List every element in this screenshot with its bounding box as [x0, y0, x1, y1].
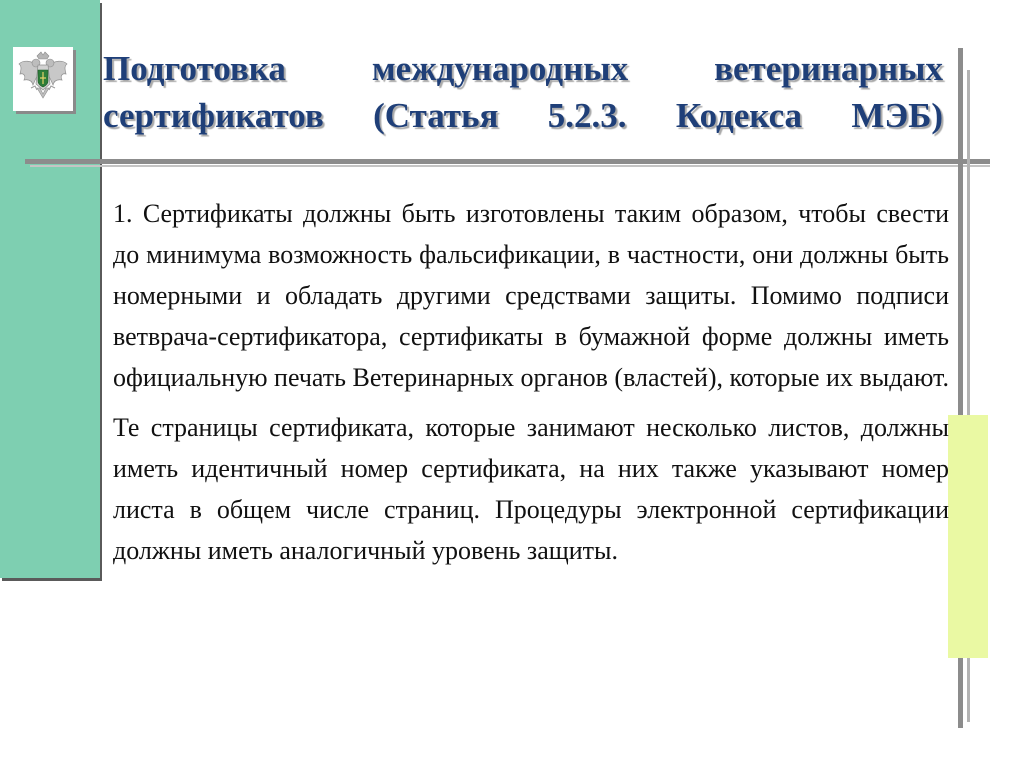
emblem-frame [13, 47, 73, 111]
title-divider-rule-shadow [30, 165, 990, 167]
slide-title: Подготовка международных ветеринарных сертификатов (Статья 5.2.3. Кодекса МЭБ) [103, 49, 943, 135]
paragraph-pages: Те страницы сертификата, которые занимают несколько листов, должны иметь идентичный номер сертификата, на них также указывают номер листа в общем числе страниц. Процедуры электронной сертификации должны иметь аналогичный уровень защиты. [113, 413, 949, 565]
paragraph-certificates: 1. Сертификаты должны быть изготовлены таким образом, чтобы свести до минимума возможность фальсификации, в частности, они должны быть номерными и обладать другими средствами защиты. Помимо подписи ветврача-сертификатора, сертификаты в бумажной форме должны иметь официальную печать Ветеринарных органов (властей), которые их выдают. [113, 199, 949, 392]
slide-body [113, 193, 949, 571]
double-headed-eagle-emblem-icon [17, 50, 69, 108]
accent-bar [948, 415, 988, 658]
title-divider-rule [25, 159, 990, 164]
